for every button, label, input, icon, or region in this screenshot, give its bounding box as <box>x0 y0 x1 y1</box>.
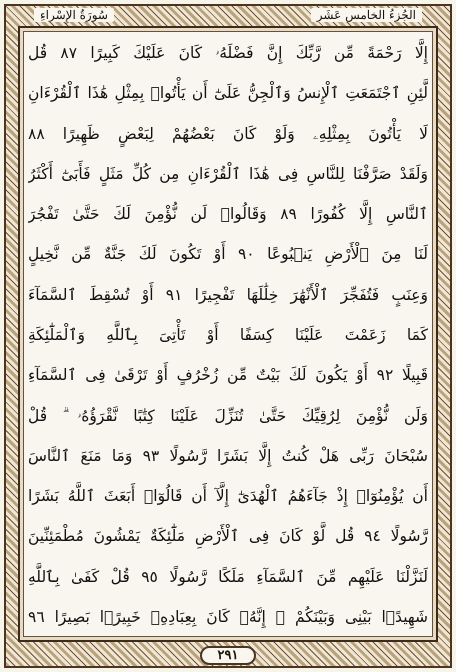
text-line: سُبْحَانَ رَبِّى هَلْ كُنتُ إِلَّا بَشَرًا رَّسُولًا ٩٣ وَمَا مَنَعَ ٱلنَّاسَ <box>28 446 428 465</box>
text-line: رَّسُولًا ٩٤ قُل لَّوْ كَانَ فِى ٱلْأَرْضِ مَلَٰٓئِكَةٌ يَمْشُونَ مُطْمَئِنِّينَ <box>28 527 428 546</box>
text-line: شَهِيدًۢا بَيْنِى وَبَيْنَكُمْ ۚ إِنَّهُۥ كَانَ بِعِبَادِهِۦ خَبِيرًۢا بَصِيرًا ٩٦ <box>28 607 428 626</box>
page-footer <box>0 644 456 666</box>
text-line: قَبِيلًا ٩٢ أَوْ يَكُونَ لَكَ بَيْتٌ مِّن زُخْرُفٍ أَوْ تَرْقَىٰ فِى ٱلسَّمَآءِ <box>28 366 428 385</box>
text-line: لَّئِنِ ٱجْتَمَعَتِ ٱلْإِنسُ وَٱلْجِنُّ عَلَىٰٓ أَن يَأْتُوا۟ بِمِثْلِ هَٰذَا ٱلْقُرْءَانِ <box>28 84 428 103</box>
text-line: وَعِنَبٍ فَتُفَجِّرَ ٱلْأَنْهَٰرَ خِلَٰلَهَا تَفْجِيرًا ٩١ أَوْ تُسْقِطَ ٱلسَّمَآءَ <box>28 285 428 304</box>
juz-label: الجُزءُ الخامس عَشَر <box>311 8 422 22</box>
text-line: لَنَزَّلْنَا عَلَيْهِم مِّنَ ٱلسَّمَآءِ مَلَكًا رَّسُولًا ٩٥ قُلْ كَفَىٰ بِٱللَّهِ <box>28 567 428 586</box>
page-number: ٢٩١ <box>200 646 257 665</box>
text-line: ٱلنَّاسِ إِلَّا كُفُورًا ٨٩ وَقَالُوا۟ لَن نُّؤْمِنَ لَكَ حَتَّىٰ تَفْجُرَ <box>28 205 428 224</box>
text-line: لَنَا مِنَ ٱلْأَرْضِ يَنۢبُوعًا ٩٠ أَوْ تَكُونَ لَكَ جَنَّةٌ مِّن نَّخِيلٍ <box>28 245 428 264</box>
quran-text <box>28 36 428 634</box>
page-header <box>18 5 438 25</box>
text-line: لَا يَأْتُونَ بِمِثْلِهِۦ وَلَوْ كَانَ بَعْضُهُمْ لِبَعْضٍ ظَهِيرًا ٨٨ <box>28 124 428 143</box>
text-line: وَلَن نُّؤْمِنَ لِرُقِيِّكَ حَتَّىٰ تُنَزِّلَ عَلَيْنَا كِتَٰبًا نَّقْرَؤُهُۥ ۗ قُلْ <box>28 406 428 425</box>
text-line: كَمَا زَعَمْتَ عَلَيْنَا كِسَفًا أَوْ تَأْتِىَ بِٱللَّهِ وَٱلْمَلَٰٓئِكَةِ <box>28 325 428 344</box>
surah-label: سُورَةُ الإِسْراءِ <box>34 8 114 22</box>
text-line: وَلَقَدْ صَرَّفْنَا لِلنَّاسِ فِى هَٰذَا ٱلْقُرْءَانِ مِن كُلِّ مَثَلٍ فَأَبَىٰٓ أَكْثَرُ <box>28 164 428 183</box>
text-line: إِلَّا رَحْمَةً مِّن رَّبِّكَ إِنَّ فَضْلَهُۥ كَانَ عَلَيْكَ كَبِيرًا ٨٧ قُل <box>28 44 428 62</box>
text-line: أَن يُؤْمِنُوٓا۟ إِذْ جَآءَهُمُ ٱلْهُدَىٰٓ إِلَّآ أَن قَالُوٓا۟ أَبَعَثَ ٱللَّهُ بَشَرًا <box>28 487 428 506</box>
